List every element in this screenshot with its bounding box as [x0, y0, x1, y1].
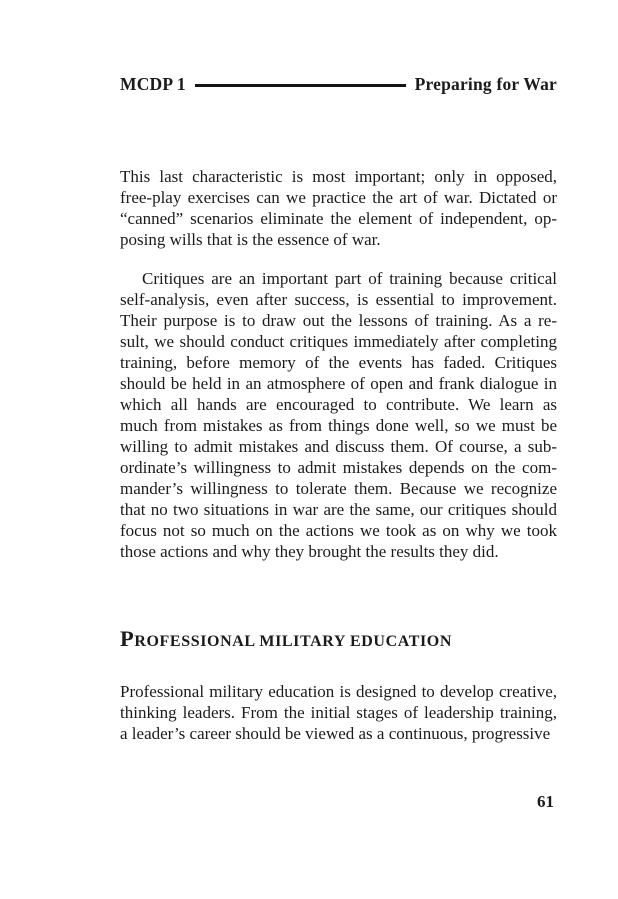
header-rule — [195, 84, 406, 87]
section-heading-initial: P — [120, 626, 135, 651]
text-line: should be held in an atmosphere of open and frank dialogue in — [120, 374, 557, 393]
text-line: willing to admit mistakes and discuss them. Of course, a sub- — [120, 437, 557, 456]
header-chapter-title: Preparing for War — [414, 74, 557, 94]
text-line: that no two situations in war are the same, our critiques should — [120, 500, 557, 519]
text-line: “canned” scenarios eliminate the element of independent, op- — [120, 209, 557, 228]
text-line: posing wills that is the essence of war. — [120, 230, 381, 249]
text-line: focus not so much on the actions we took as on why we took — [120, 521, 557, 540]
text-line: Critiques are an important part of training because critical — [142, 269, 557, 288]
running-header — [120, 74, 557, 95]
section-heading — [120, 626, 557, 652]
text-line: mander’s willingness to tolerate them. Because we recognize — [120, 479, 557, 498]
text-line: This last characteristic is most important; only in opposed, — [120, 167, 557, 186]
text-line: Professional military education is designed to develop creative, — [120, 682, 557, 701]
section-heading-rest: ROFESSIONAL MILITARY EDUCATION — [134, 633, 452, 650]
text-line: those actions and why they brought the results they did. — [120, 542, 499, 561]
text-line: training, before memory of the events has faded. Critiques — [120, 353, 557, 372]
text-line: ordinate’s willingness to admit mistakes depends on the com- — [120, 458, 557, 477]
text-line: sult, we should conduct critiques immediately after completing — [120, 332, 557, 351]
text-line: much from mistakes as from things done well, so we must be — [120, 416, 557, 435]
text-line: free-play exercises can we practice the art of war. Dictated or — [120, 188, 557, 207]
paragraph-professional-military-education — [120, 681, 557, 744]
paragraph-critiques — [120, 268, 557, 562]
text-line: self-analysis, even after success, is essential to improvement. — [120, 290, 557, 309]
page-number: 61 — [537, 792, 554, 811]
text-line: Their purpose is to draw out the lessons of training. As a re- — [120, 311, 557, 330]
text-line: which all hands are encouraged to contribute. We learn as — [120, 395, 557, 414]
text-line: thinking leaders. From the initial stages of leadership training, — [120, 703, 557, 722]
header-doc-code: MCDP 1 — [120, 74, 186, 94]
paragraph-opposed-wills — [120, 166, 557, 250]
text-line: a leader’s career should be viewed as a continuous, progressive — [120, 724, 551, 743]
